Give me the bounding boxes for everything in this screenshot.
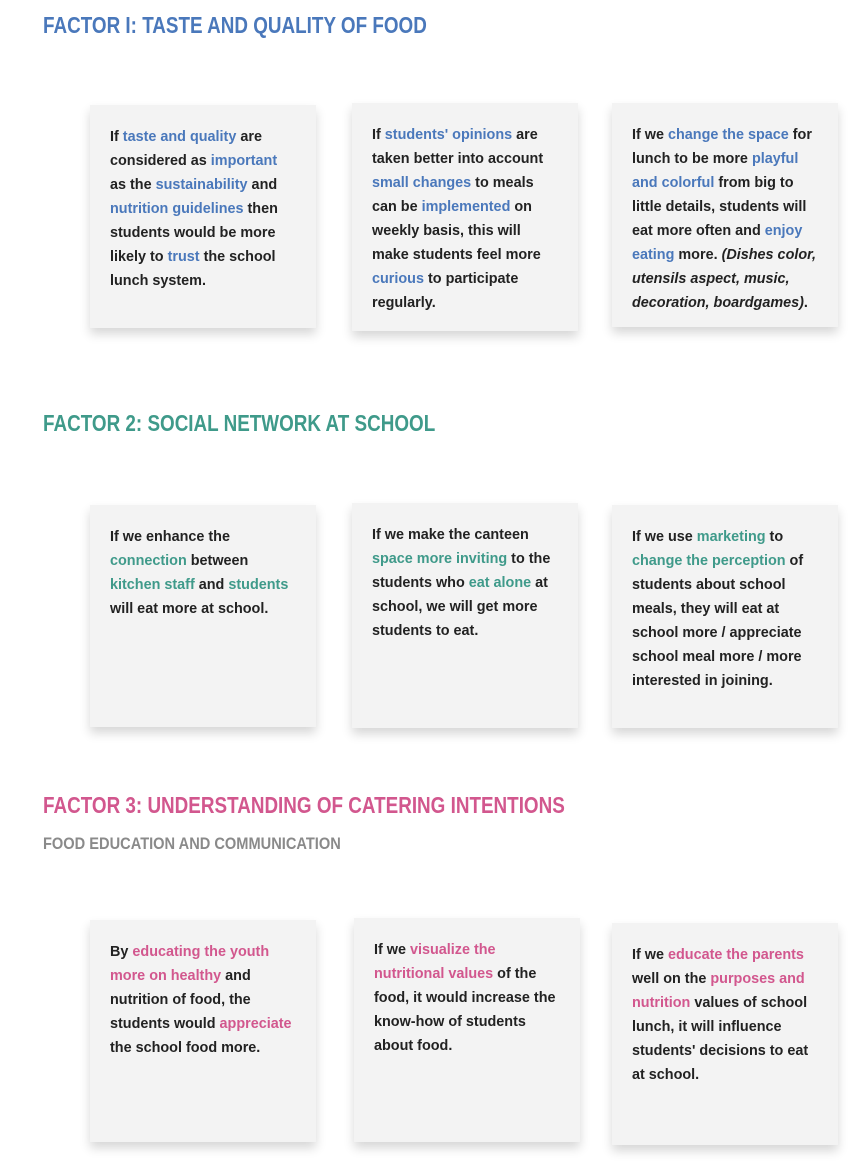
card-text: If (110, 129, 123, 145)
card-text: If we make the canteen (372, 527, 529, 543)
card-text: and nutrition of food, the students would (110, 968, 251, 1032)
factor-2-card-2 (352, 503, 578, 728)
card-text: are considered as (110, 129, 262, 169)
highlighted-phrase: change the perception (632, 553, 786, 569)
card-text: to the students who (372, 551, 551, 591)
card-text: as the (110, 177, 156, 193)
card-text: values of school lunch, it will influence students' decisions to eat at school. (632, 995, 809, 1083)
card-text: If we (632, 127, 668, 143)
highlighted-phrase: space more inviting (372, 551, 508, 567)
highlighted-phrase: educating the youth more on healthy (110, 944, 270, 984)
card-text: from big to little details, students will eat more often and (632, 175, 807, 239)
factor-3-card-3 (612, 923, 838, 1145)
card-text: more. (674, 247, 722, 263)
highlighted-phrase: change the space (667, 127, 789, 143)
card-text: . (803, 295, 808, 311)
highlighted-phrase: appreciate (219, 1016, 292, 1032)
italic-note: (Dishes color, utensils aspect, music, decoration, boardgames) (632, 247, 816, 311)
card-text: and (247, 177, 278, 193)
card-text: and (194, 577, 229, 593)
card-text: at school, we will get more students to eat. (372, 575, 548, 639)
card-text: for lunch to be more (632, 127, 812, 167)
highlighted-phrase: visualize the nutritional values (374, 942, 496, 982)
highlighted-phrase: important (210, 153, 278, 169)
factor-1-card-2 (352, 103, 578, 331)
highlighted-phrase: marketing (696, 529, 766, 545)
card-text: to meals can be (372, 175, 534, 215)
highlighted-phrase: curious (372, 271, 424, 287)
highlighted-phrase: purposes and nutrition (632, 971, 805, 1011)
card-text: well on the (632, 971, 711, 987)
card-text: on weekly basis, this will make students feel more (372, 199, 541, 263)
highlighted-phrase: trust (167, 249, 200, 265)
card-text: the school lunch system. (110, 249, 276, 289)
factor-1-heading: FACTOR I: TASTE AND QUALITY OF FOOD (43, 12, 427, 38)
card-text: then students would be more likely to (110, 201, 278, 265)
card-text: If we (374, 942, 410, 958)
highlighted-phrase: students (228, 577, 289, 593)
highlighted-phrase: sustainability (155, 177, 248, 193)
card-text: If we (632, 947, 668, 963)
highlighted-phrase: taste and quality (122, 129, 237, 145)
card-text: will eat more at school. (110, 601, 269, 617)
factor-1-card-1 (90, 105, 316, 328)
card-text: If (372, 127, 385, 143)
card-text: are taken better into account (372, 127, 544, 167)
card-text: to participate regularly. (372, 271, 519, 311)
card-text: If we use (632, 529, 697, 545)
factor-3-card-1 (90, 920, 316, 1142)
factor-2-card-1 (90, 505, 316, 727)
factor-1-card-3 (612, 103, 838, 327)
factor-2-heading: FACTOR 2: SOCIAL NETWORK AT SCHOOL (43, 410, 436, 436)
card-text: to (765, 529, 784, 545)
card-text: If we enhance the (110, 529, 230, 545)
highlighted-phrase: kitchen staff (110, 577, 195, 593)
highlighted-phrase: playful and colorful (632, 151, 799, 191)
card-text: By (110, 944, 133, 960)
factor-3-subheading: FOOD EDUCATION AND COMMUNICATION (43, 834, 341, 853)
card-text: of the food, it would increase the know-how of students about food. (374, 966, 556, 1054)
highlighted-phrase: students' opinions (384, 127, 513, 143)
factor-2-card-3 (612, 505, 838, 728)
highlighted-phrase: eat alone (468, 575, 532, 591)
highlighted-phrase: educate the parents (667, 947, 804, 963)
card-text: of students about school meals, they will eat at school more / appreciate school meal more / more interested in joining. (632, 553, 804, 689)
highlighted-phrase: nutrition guidelines (110, 201, 244, 217)
highlighted-phrase: enjoy eating (632, 223, 803, 263)
highlighted-phrase: connection (110, 553, 187, 569)
factor-3-heading: FACTOR 3: UNDERSTANDING OF CATERING INTENTIONS (43, 792, 565, 818)
card-text: between (186, 553, 249, 569)
highlighted-phrase: implemented (421, 199, 511, 215)
factor-3-card-2 (354, 918, 580, 1142)
card-text: the school food more. (110, 1040, 261, 1056)
highlighted-phrase: small changes (372, 175, 472, 191)
